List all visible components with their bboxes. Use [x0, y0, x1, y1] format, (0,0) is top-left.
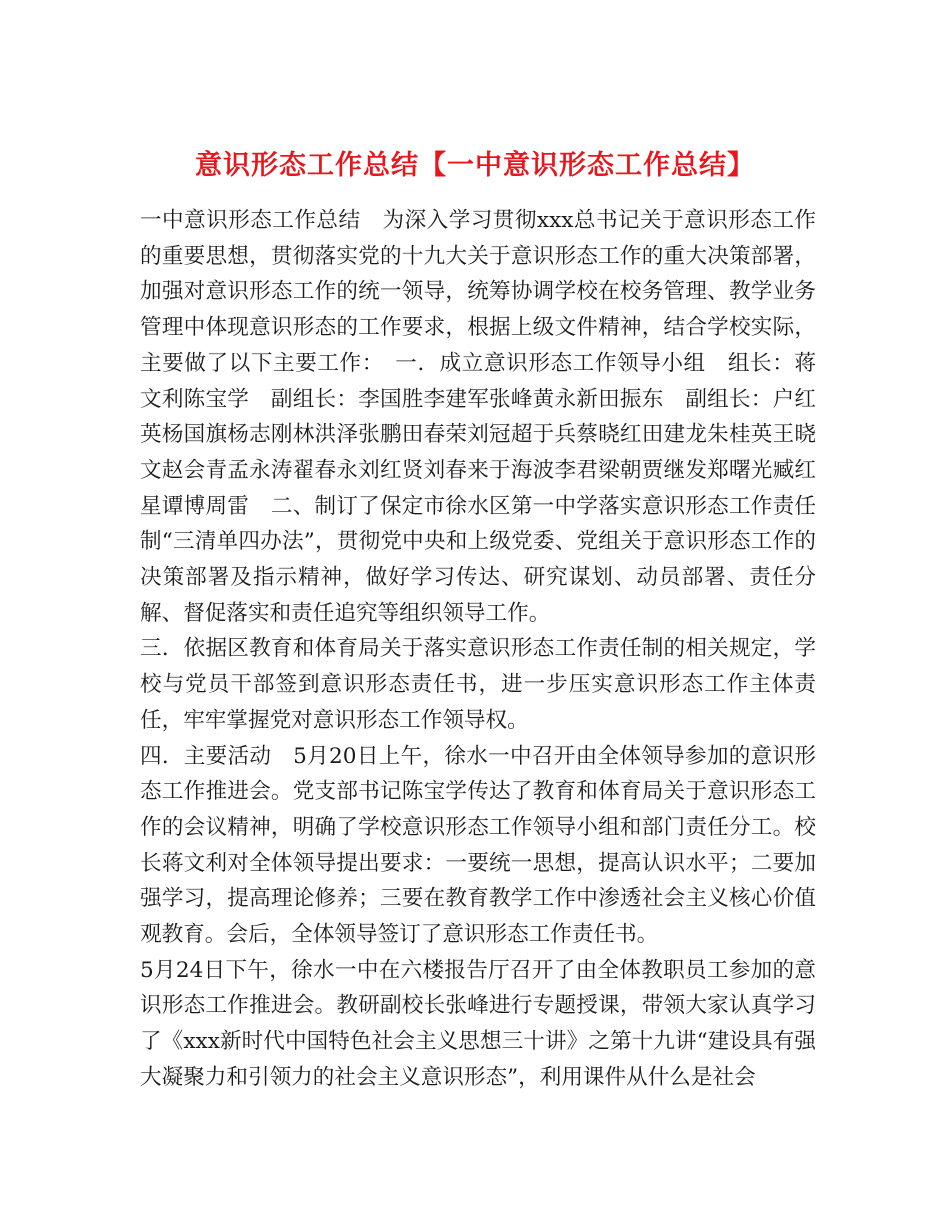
document-body — [140, 203, 816, 1096]
paragraph-intro: 一中意识形态工作总结 为深入学习贯彻xxx总书记关于意识形态工作的重要思想，贯彻落实党的十九大关于意识形态工作的重大决策部署，加强对意识形态工作的统一领导，统筹协调学校在校务管理、教学业务管理中体现意识形态的工作要求，根据上级文件精神，结合学校实际，主要做了以下主要工作： 一．成立意识形态工作领导小组 组长：蒋文利陈宝学 副组长：李国胜李建军张峰黄永新田振东 副组长：户红英杨国旗杨志刚林洪泽张鹏田春荣刘冠超于兵蔡晓红田建龙朱桂英王晓文赵会青孟永涛翟春永刘红贤刘春来于海波李君梁朝贾继发郑曙光臧红星谭博周雷 二、制订了保定市徐水区第一中学落实意识形态工作责任制“三清单四办法”，贯彻党中央和上级党委、党组关于意识形态工作的决策部署及指示精神，做好学习传达、研究谋划、动员部署、责任分解、督促落实和责任追究等组织领导工作。 — [140, 208, 816, 626]
paragraph-may-24: 5月24日下午，徐水一中在六楼报告厅召开了由全体教职员工参加的意识形态工作推进会。教研副校长张峰进行专题授课，带领大家认真学习了《xxx新时代中国特色社会主义思想三十讲》之第十九讲“建设具有强大凝聚力和引领力的社会主义意识形态”，利用课件从什么是社会 — [140, 957, 816, 1090]
document-title: 意识形态工作总结【一中意识形态工作总结】 — [195, 150, 755, 182]
paragraph-section-four: 四．主要活动 5月20日上午，徐水一中召开由全体领导参加的意识形态工作推进会。党支部书记陈宝学传达了教育和体育局关于意识形态工作的会议精神，明确了学校意识形态工作领导小组和部门责任分工。校长蒋文利对全体领导提出要求：一要统一思想，提高认识水平；二要加强学习，提高理论修养；三要在教育教学工作中渗透社会主义核心价值观教育。会后，全体领导签订了意识形态工作责任书。 — [140, 743, 816, 948]
paragraph-section-three: 三．依据区教育和体育局关于落实意识形态工作责任制的相关规定，学校与党员干部签到意识形态责任书，进一步压实意识形态工作主体责任，牢牢掌握党对意识形态工作领导权。 — [140, 636, 816, 733]
